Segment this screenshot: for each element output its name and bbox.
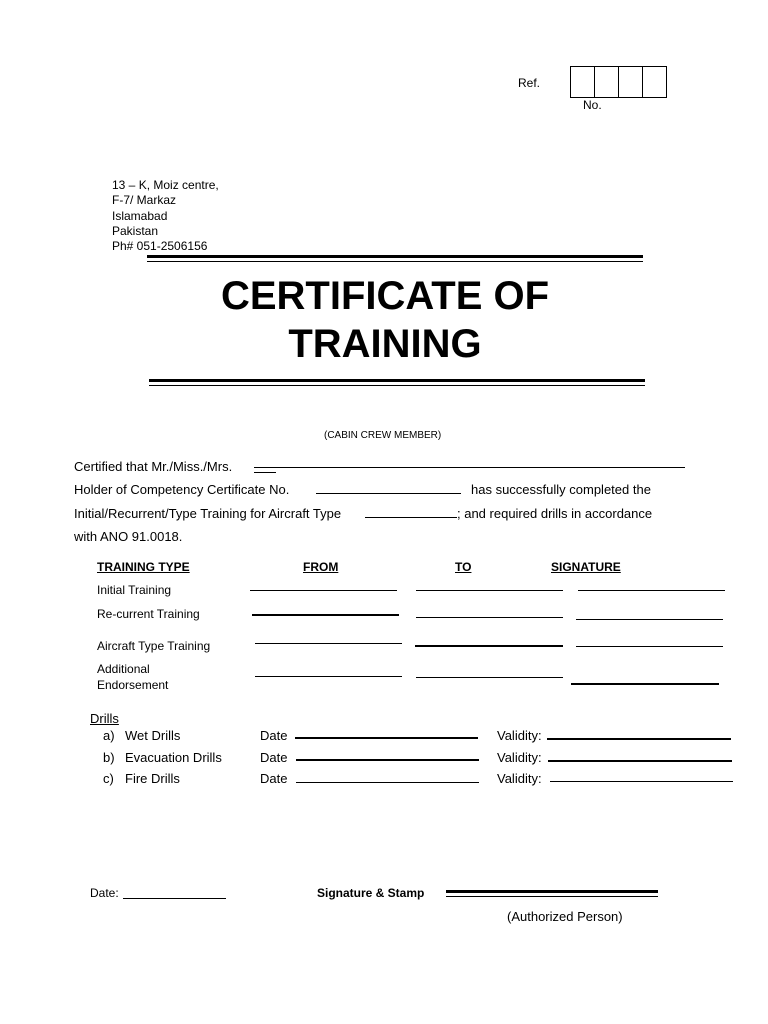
row-label: Endorsement: [97, 678, 169, 692]
drills-heading: Drills: [90, 711, 119, 726]
address-line: Pakistan: [112, 224, 159, 238]
title-rule-top: [147, 255, 643, 262]
to-field[interactable]: [416, 617, 563, 618]
from-field[interactable]: [255, 676, 402, 677]
header-from: FROM: [303, 560, 339, 574]
aircraft-type-field[interactable]: [365, 517, 457, 518]
from-field[interactable]: [252, 614, 399, 616]
drill-validity-field[interactable]: [550, 781, 733, 782]
drill-validity-field[interactable]: [548, 760, 732, 762]
signature-stamp-field[interactable]: [446, 890, 658, 897]
to-field[interactable]: [416, 590, 563, 591]
drills-text: ; and required drills in accordance: [457, 506, 653, 521]
holder-text: Holder of Competency Certificate No.: [74, 482, 290, 497]
drill-validity-label: Validity:: [497, 728, 542, 743]
row-label: Additional: [97, 662, 150, 676]
footer-date-label: Date:: [90, 886, 119, 900]
completed-text: has successfully completed the: [471, 482, 651, 497]
signature-field[interactable]: [576, 646, 723, 647]
ref-box[interactable]: [595, 67, 619, 97]
ref-box[interactable]: [571, 67, 595, 97]
page-title: [150, 272, 620, 368]
drill-date-label: Date: [260, 750, 288, 765]
footer-date-field[interactable]: [123, 898, 226, 899]
address-line: 13 – K, Moiz centre,: [112, 178, 219, 192]
address-phone: Ph# 051-2506156: [112, 239, 208, 253]
header-to: TO: [455, 560, 472, 574]
address-line: Islamabad: [112, 209, 168, 223]
from-field[interactable]: [250, 590, 397, 591]
signature-stamp-label: Signature & Stamp: [317, 886, 425, 900]
drill-marker: b): [103, 750, 115, 765]
competency-cert-field[interactable]: [316, 493, 461, 494]
drill-date-field[interactable]: [296, 759, 479, 761]
ref-label: Ref.: [518, 76, 541, 90]
drill-date-field[interactable]: [296, 782, 479, 783]
signature-field[interactable]: [578, 590, 725, 591]
certified-text: Certified that Mr./Miss./Mrs.: [74, 459, 233, 474]
drill-validity-field[interactable]: [547, 738, 731, 740]
drill-date-field[interactable]: [295, 737, 478, 739]
row-label: Initial Training: [97, 583, 172, 597]
to-field[interactable]: [415, 645, 563, 647]
authorized-person-label: (Authorized Person): [507, 909, 623, 924]
name-field-underline: [254, 472, 276, 473]
title-line: TRAINING: [288, 322, 482, 366]
signature-field[interactable]: [571, 683, 719, 685]
header-signature: SIGNATURE: [551, 560, 621, 574]
signature-field[interactable]: [576, 619, 723, 620]
row-label: Aircraft Type Training: [97, 639, 211, 653]
header-training-type: TRAINING TYPE: [97, 560, 190, 574]
address-line: F-7/ Markaz: [112, 193, 177, 207]
from-field[interactable]: [255, 643, 402, 644]
ano-text: with ANO 91.0018.: [74, 529, 183, 544]
drill-name: Fire Drills: [125, 771, 180, 786]
drill-marker: a): [103, 728, 115, 743]
row-label: Re-current Training: [97, 607, 200, 621]
title-rule-bottom: [149, 379, 645, 386]
ref-no-label: No.: [583, 98, 602, 112]
drill-date-label: Date: [260, 771, 288, 786]
drill-name: Wet Drills: [125, 728, 181, 743]
title-line: CERTIFICATE OF: [220, 274, 550, 318]
ref-number-boxes[interactable]: [570, 66, 667, 98]
drill-validity-label: Validity:: [497, 750, 542, 765]
initial-text: Initial/Recurrent/Type Training for Aircraft Type: [74, 506, 342, 521]
ref-box[interactable]: [619, 67, 643, 97]
drill-marker: c): [103, 771, 114, 786]
name-field[interactable]: [254, 467, 685, 468]
drill-date-label: Date: [260, 728, 288, 743]
to-field[interactable]: [416, 677, 563, 678]
drill-validity-label: Validity:: [497, 771, 542, 786]
drill-name: Evacuation Drills: [125, 750, 222, 765]
subtitle: (CABIN CREW MEMBER): [324, 430, 442, 441]
ref-box[interactable]: [643, 67, 666, 97]
